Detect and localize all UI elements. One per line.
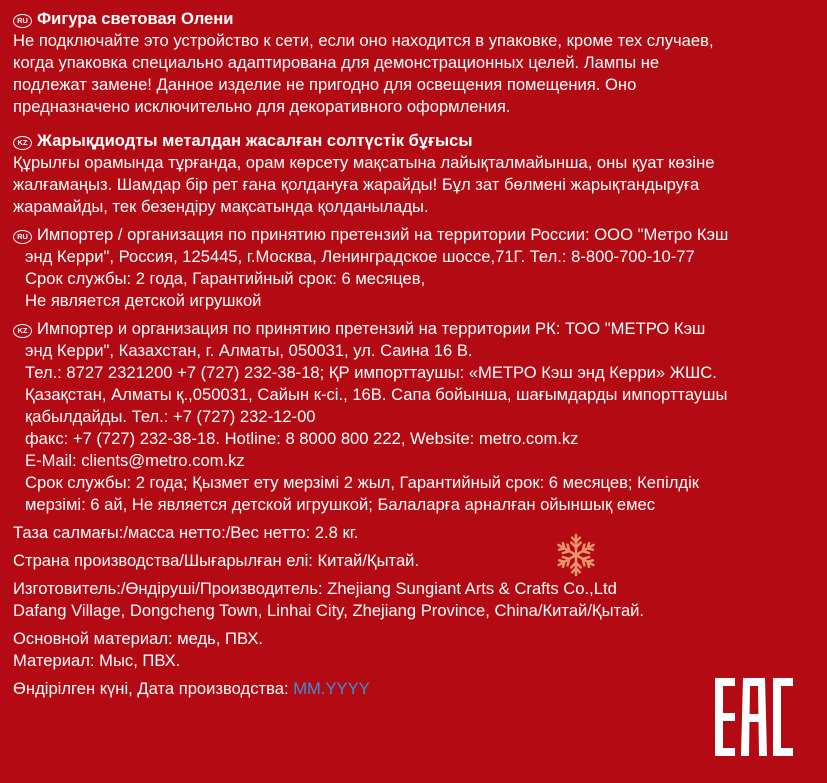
country-of-origin: Страна производства/Шығарылған елі: Китай/Қытай.	[13, 551, 420, 570]
kz-importer-line: мерзімі: 6 ай, Не является детской игрушкой; Балаларға арналған ойыншық емес	[25, 495, 656, 514]
kz-importer-line: факс: +7 (727) 232-38-18. Hotline: 8 8000 800 222, Website: metro.com.kz	[25, 429, 579, 448]
kz-importer	[13, 318, 813, 516]
ru-importer-line: энд Керри", Россия, 125445, г.Москва, Ленинградское шоссе,71Г. Тел.: 8-800-700-10-77	[25, 247, 695, 266]
production-date-value: MM.YYYY	[293, 679, 370, 698]
kz-section	[13, 130, 813, 218]
material	[13, 628, 813, 672]
kz-line: жарамайды, тек безендіру мақсатында қолданылады.	[13, 197, 429, 216]
ru-line: предназначено исключительно для декоративного оформления.	[13, 97, 511, 116]
eac-mark-icon	[715, 678, 793, 756]
kz-importer-first-line: Импортер и организация по принятию претензий на территории РК: ТОО "МЕТРО Кэш	[37, 319, 706, 338]
kz-importer-line: Срок службы: 2 года; Қызмет ету мерзімі 2 жыл, Гарантийный срок: 6 месяцев; Кепілдік	[25, 473, 700, 492]
ru-badge-icon: RU	[13, 230, 32, 244]
kz-importer-line: E-Mail: clients@metro.com.kz	[25, 451, 245, 470]
material-line: Материал: Мыс, ПВХ.	[13, 651, 181, 670]
ru-line: подлежат замене! Данное изделие не пригодно для освещения помещения. Оно	[13, 75, 637, 94]
kz-badge-icon: KZ	[13, 324, 32, 338]
snowflake-icon	[553, 532, 599, 578]
manufacturer-line: Изготовитель:/Өндіруші/Производитель: Zhejiang Sungiant Arts & Crafts Co.,Ltd	[13, 579, 617, 598]
production-date-label: Өндірілген күні, Дата производства:	[13, 679, 294, 698]
ru-badge-icon: RU	[13, 14, 32, 28]
ru-line: когда упаковка специально адаптирована для демонстрационных целей. Лампы не	[13, 53, 660, 72]
ru-line: Не подключайте это устройство к сети, если оно находится в упаковке, кроме тех случаев,	[13, 31, 714, 50]
kz-importer-line: Қазақстан, Алматы қ.,050031, Сайын к-сі., 16В. Сапа бойынша, шағымдарды импорттаушы	[25, 385, 728, 404]
ru-importer-first-line: Импортер / организация по принятию претензий на территории России: ООО "Метро Кэш	[37, 225, 729, 244]
ru-section	[13, 8, 813, 118]
kz-importer-line: Тел.: 8727 2321200 +7 (727) 232-38-18; ҚР импорттаушы: «МЕТРО Кэш энд Керри» ЖШС.	[25, 363, 717, 382]
label-text	[13, 8, 813, 700]
net-weight: Таза салмағы:/масса нетто:/Вес нетто: 2.8 кг.	[13, 523, 359, 542]
ru-importer	[13, 224, 813, 312]
ru-importer-line: Не является детской игрушкой	[25, 291, 262, 310]
production-date	[13, 678, 813, 700]
kz-badge-icon: KZ	[13, 136, 32, 150]
kz-importer-line: энд Керри", Казахстан, г. Алматы, 050031, ул. Саина 16 В.	[25, 341, 473, 360]
material-line: Основной материал: медь, ПВХ.	[13, 629, 263, 648]
manufacturer	[13, 578, 813, 622]
kz-section-title: Жарықдиодты металдан жасалған солтүстік бұғысы	[37, 131, 473, 150]
manufacturer-line: Dafang Village, Dongcheng Town, Linhai City, Zhejiang Province, China/Китай/Қытай.	[13, 601, 645, 620]
kz-line: жалғамаңыз. Шамдар бір рет ғана қолдануға жарайды! Бұл зат бөлмені жарықтандыруға	[13, 175, 700, 194]
kz-line: Құрылғы орамында тұрғанда, орам көрсету мақсатына лайықталмайынша, оны қуат көзіне	[13, 153, 715, 172]
ru-importer-line: Срок службы: 2 года, Гарантийный срок: 6 месяцев,	[25, 269, 426, 288]
kz-importer-line: қабылдайды. Тел.: +7 (727) 232-12-00	[25, 407, 316, 426]
ru-section-title: Фигура световая Олени	[37, 9, 234, 28]
